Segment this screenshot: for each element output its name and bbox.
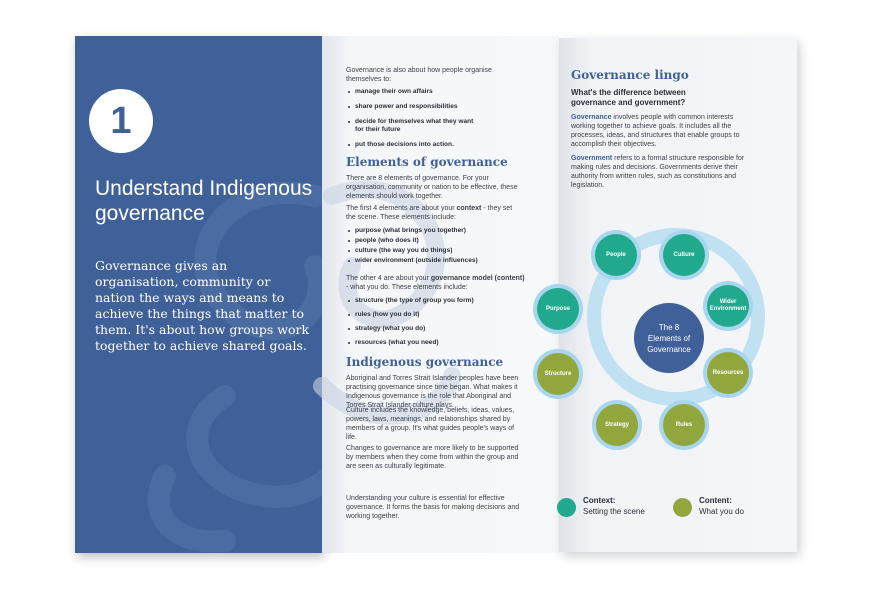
lingo-panel (544, 38, 797, 552)
node-wider-environment: Wider Environment (707, 285, 749, 327)
indigenous-governance-heading: Indigenous governance (346, 355, 504, 369)
context-legend-icon (557, 498, 576, 517)
elements-panel (322, 36, 559, 553)
list-item: resources (what you need) (346, 339, 526, 347)
indigenous-paragraph-4: Understanding your culture is essential for effective governance. It forms the basis for making decisions and working together. (346, 495, 520, 520)
section-number-badge: 1 (89, 89, 153, 153)
content-intro-paragraph: The other 4 are about your governance model (content) - what you do. These elements include: (346, 275, 525, 291)
list-item: share power and responsibilities (346, 103, 526, 111)
page-title: Understand Indigenous governance (95, 177, 313, 225)
diagram-center: The 8 Elements of Governance (634, 303, 704, 373)
node-strategy: Strategy (596, 404, 638, 446)
indigenous-paragraph-1: Aboriginal and Torres Strait Islander peoples have been practising governance since time began. What makes it Indigenous governance is the role that Aboriginal and Torres Strait Islander culture plays. (346, 375, 519, 409)
list-item: strategy (what you do) (346, 325, 526, 333)
node-resources: Resources (707, 352, 749, 394)
list-item: people (who does it) (346, 237, 526, 245)
intro-list (346, 88, 526, 149)
governance-definition: Governance involves people with common interests working together to achieve goals. It includes all the processes, ideas, and structures that enable groups to accomplish their objectives. (571, 114, 740, 148)
elements-heading: Elements of governance (346, 155, 508, 169)
context-legend-label: Context: (583, 496, 616, 505)
list-item: rules (how you do it) (346, 311, 526, 319)
list-item: wider environment (outside influences) (346, 257, 526, 265)
list-item: decide for themselves what they want for their future (346, 118, 475, 134)
content-legend-label: Content: (699, 496, 732, 505)
cover-panel (75, 36, 322, 553)
list-item: culture (the way you do things) (346, 247, 526, 255)
node-structure: Structure (537, 353, 579, 395)
list-item: purpose (what brings you together) (346, 227, 526, 235)
content-legend-desc: What you do (699, 507, 744, 516)
node-rules: Rules (663, 404, 705, 446)
context-intro-paragraph: The first 4 elements are about your context - they set the scene. These elements include: (346, 205, 513, 221)
list-item: structure (the type of group you form) (346, 297, 526, 305)
context-elements-list (346, 227, 526, 265)
node-people: People (595, 234, 637, 276)
elements-diagram (544, 38, 797, 552)
lingo-subheading: What's the difference between governance and government? (571, 88, 686, 107)
intro-paragraph: Governance is also about how people organise themselves to: (346, 67, 492, 83)
node-culture: Culture (663, 234, 705, 276)
elements-paragraph: There are 8 elements of governance. For your organisation, community or nation to be effective, these elements should work together. (346, 175, 518, 200)
content-legend-icon (673, 498, 692, 517)
list-item: manage their own affairs (346, 88, 526, 96)
list-item: put those decisions into action. (346, 141, 526, 149)
indigenous-paragraph-2: Culture includes the knowledge, beliefs, ideas, values, powers, laws, meanings, and relationships shared by members of a group. It's what guides people's ways of life. (346, 407, 515, 441)
content-elements-list (346, 297, 526, 347)
context-legend-desc: Setting the scene (583, 507, 645, 516)
indigenous-paragraph-3: Changes to governance are more likely to be supported by members when they come from within the group and are seen as culturally legitimate. (346, 445, 519, 470)
government-definition: Government refers to a formal structure responsible for making rules and decisions. Governments derive their authority from written rules, such as constitutions and legislation. (571, 155, 745, 189)
intro-text: Governance gives an organisation, community or nation the ways and means to achieve the things that matter to them. It's about how groups work together to achieve shared goals. (95, 258, 310, 353)
lingo-heading: Governance lingo (571, 68, 689, 82)
node-purpose: Purpose (537, 288, 579, 330)
